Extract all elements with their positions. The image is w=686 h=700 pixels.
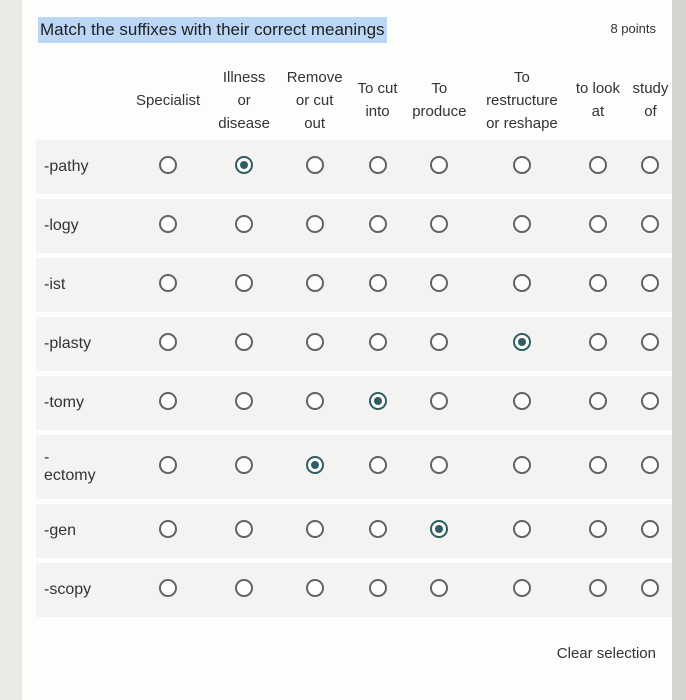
grid-cell [210,258,278,312]
radio-button[interactable] [641,156,659,174]
grid-cell [627,435,674,499]
radio-button[interactable] [430,456,448,474]
radio-button-selected[interactable] [369,392,387,410]
grid-cell [278,563,351,617]
column-header [126,65,210,135]
radio-button[interactable] [235,456,253,474]
grid-header-row [36,65,674,135]
radio-button[interactable] [641,215,659,233]
points-label: 8 points [610,21,656,36]
radio-button[interactable] [306,392,324,410]
radio-button[interactable] [369,215,387,233]
grid-cell [404,317,475,371]
grid-cell [126,199,210,253]
clear-selection-button[interactable]: Clear selection [556,645,656,662]
radio-button[interactable] [589,392,607,410]
grid-cell [126,140,210,194]
radio-button[interactable] [369,520,387,538]
grid-corner [36,65,126,135]
radio-button[interactable] [430,392,448,410]
grid-row [36,563,674,617]
grid-cell [278,376,351,430]
grid-cell [126,504,210,558]
radio-button[interactable] [430,579,448,597]
column-header-line: of [644,103,657,120]
column-header-line: at [591,103,605,120]
column-header-line: restructure [486,91,558,109]
radio-button[interactable] [369,156,387,174]
grid-row [36,504,674,558]
column-header-line: or [237,91,251,109]
column-header [627,65,674,135]
radio-button[interactable] [306,215,324,233]
radio-button[interactable] [641,392,659,410]
page-edge [672,0,686,700]
column-header [475,65,569,135]
radio-button[interactable] [235,215,253,233]
radio-button[interactable] [430,215,448,233]
grid-cell [351,563,404,617]
radio-button[interactable] [235,333,253,351]
grid-cell [475,140,569,194]
grid-cell [569,435,627,499]
radio-button[interactable] [430,156,448,174]
radio-button[interactable] [430,333,448,351]
grid-cell [569,258,627,312]
grid-cell [404,258,475,312]
row-label: - ectomy [36,435,126,499]
radio-button[interactable] [513,579,531,597]
row-label: -plasty [36,317,126,371]
grid-cell [627,317,674,371]
grid-cell [210,563,278,617]
grid-cell [126,376,210,430]
grid-cell [627,376,674,430]
column-header-line: Remove [286,68,343,86]
radio-button[interactable] [513,156,531,174]
column-header-line: or cut [295,91,334,109]
grid-cell [404,563,475,617]
column-header-line: or reshape [486,114,558,132]
column-header-line: produce [412,103,467,120]
radio-button[interactable] [641,520,659,538]
radio-button[interactable] [369,274,387,292]
grid-row [36,199,674,253]
column-header-line: out [304,114,326,132]
radio-button[interactable] [641,456,659,474]
radio-button[interactable] [589,520,607,538]
radio-button[interactable] [369,579,387,597]
grid-cell [475,563,569,617]
grid-cell [627,563,674,617]
row-label: -pathy [36,140,126,194]
grid-cell [210,376,278,430]
radio-button[interactable] [306,333,324,351]
radio-button[interactable] [159,274,177,292]
grid-cell [627,258,674,312]
grid-cell [569,504,627,558]
grid-cell [569,140,627,194]
radio-button[interactable] [235,392,253,410]
grid-cell [475,504,569,558]
grid-cell [569,317,627,371]
row-label: -gen [36,504,126,558]
radio-button[interactable] [159,579,177,597]
grid-cell [627,199,674,253]
radio-button[interactable] [589,579,607,597]
radio-button[interactable] [513,392,531,410]
grid-row [36,140,674,194]
column-header [278,65,351,135]
grid-cell [278,317,351,371]
radio-button-selected[interactable] [513,333,531,351]
grid-row [36,317,674,371]
radio-button[interactable] [306,520,324,538]
radio-button-selected[interactable] [430,520,448,538]
question-header [38,17,656,43]
radio-button[interactable] [513,520,531,538]
row-label: -scopy [36,563,126,617]
radio-button[interactable] [589,333,607,351]
column-header-line: disease [218,114,270,132]
radio-button[interactable] [235,520,253,538]
radio-button-selected[interactable] [306,456,324,474]
grid-cell [475,435,569,499]
grid-cell [126,258,210,312]
column-header-line: study [632,80,669,97]
grid-cell [351,504,404,558]
radio-button[interactable] [589,156,607,174]
column-header [210,65,278,135]
grid-cell [210,435,278,499]
radio-button[interactable] [306,156,324,174]
radio-button[interactable] [513,215,531,233]
grid-cell [278,504,351,558]
grid-cell [569,376,627,430]
grid-cell [351,435,404,499]
radio-button[interactable] [641,579,659,597]
grid-cell [126,563,210,617]
grid-cell [627,140,674,194]
column-header-line: to look [575,80,621,97]
row-label: -ist [36,258,126,312]
grid-cell [351,317,404,371]
grid-cell [210,504,278,558]
radio-button[interactable] [159,156,177,174]
grid-cell [569,199,627,253]
grid-row [36,258,674,312]
radio-button[interactable] [235,579,253,597]
grid-cell [404,435,475,499]
grid-cell [627,504,674,558]
grid-cell [210,317,278,371]
grid-cell [278,199,351,253]
grid-cell [475,317,569,371]
grid-cell [210,140,278,194]
radio-button[interactable] [306,274,324,292]
grid-cell [351,376,404,430]
radio-button[interactable] [159,456,177,474]
row-label: -logy [36,199,126,253]
radio-button[interactable] [159,215,177,233]
row-label: -tomy [36,376,126,430]
radio-button[interactable] [589,456,607,474]
column-header-line: To [431,80,448,97]
column-header [351,65,404,135]
radio-button[interactable] [641,333,659,351]
column-header-line: into [365,103,390,120]
radio-button[interactable] [235,274,253,292]
grid-row [36,435,674,499]
column-header-line: Illness [222,68,266,86]
radio-button[interactable] [513,274,531,292]
radio-button[interactable] [369,333,387,351]
question-title: Match the suffixes with their correct meanings [38,17,387,43]
column-header-line: Specialist [136,91,201,109]
radio-button[interactable] [641,274,659,292]
column-header [569,65,627,135]
grid-cell [404,199,475,253]
radio-button[interactable] [369,456,387,474]
choice-grid [36,60,674,622]
grid-cell [475,199,569,253]
grid-cell [404,376,475,430]
radio-button[interactable] [589,274,607,292]
grid-cell [351,199,404,253]
column-header-line: To cut [357,80,398,97]
grid-cell [475,376,569,430]
radio-button[interactable] [306,579,324,597]
radio-button[interactable] [159,333,177,351]
grid-cell [278,258,351,312]
grid-cell [351,140,404,194]
grid-cell [126,435,210,499]
grid-cell [404,140,475,194]
radio-button-selected[interactable] [235,156,253,174]
radio-button[interactable] [430,274,448,292]
grid-cell [278,435,351,499]
question-card [22,0,672,700]
grid-cell [475,258,569,312]
radio-button[interactable] [159,392,177,410]
grid-cell [210,199,278,253]
radio-button[interactable] [513,456,531,474]
column-header-line: To [514,68,530,86]
grid-cell [569,563,627,617]
radio-button[interactable] [159,520,177,538]
radio-button[interactable] [589,215,607,233]
grid-cell [404,504,475,558]
grid-row [36,376,674,430]
column-header [404,65,475,135]
grid-cell [278,140,351,194]
grid-cell [126,317,210,371]
grid-cell [351,258,404,312]
